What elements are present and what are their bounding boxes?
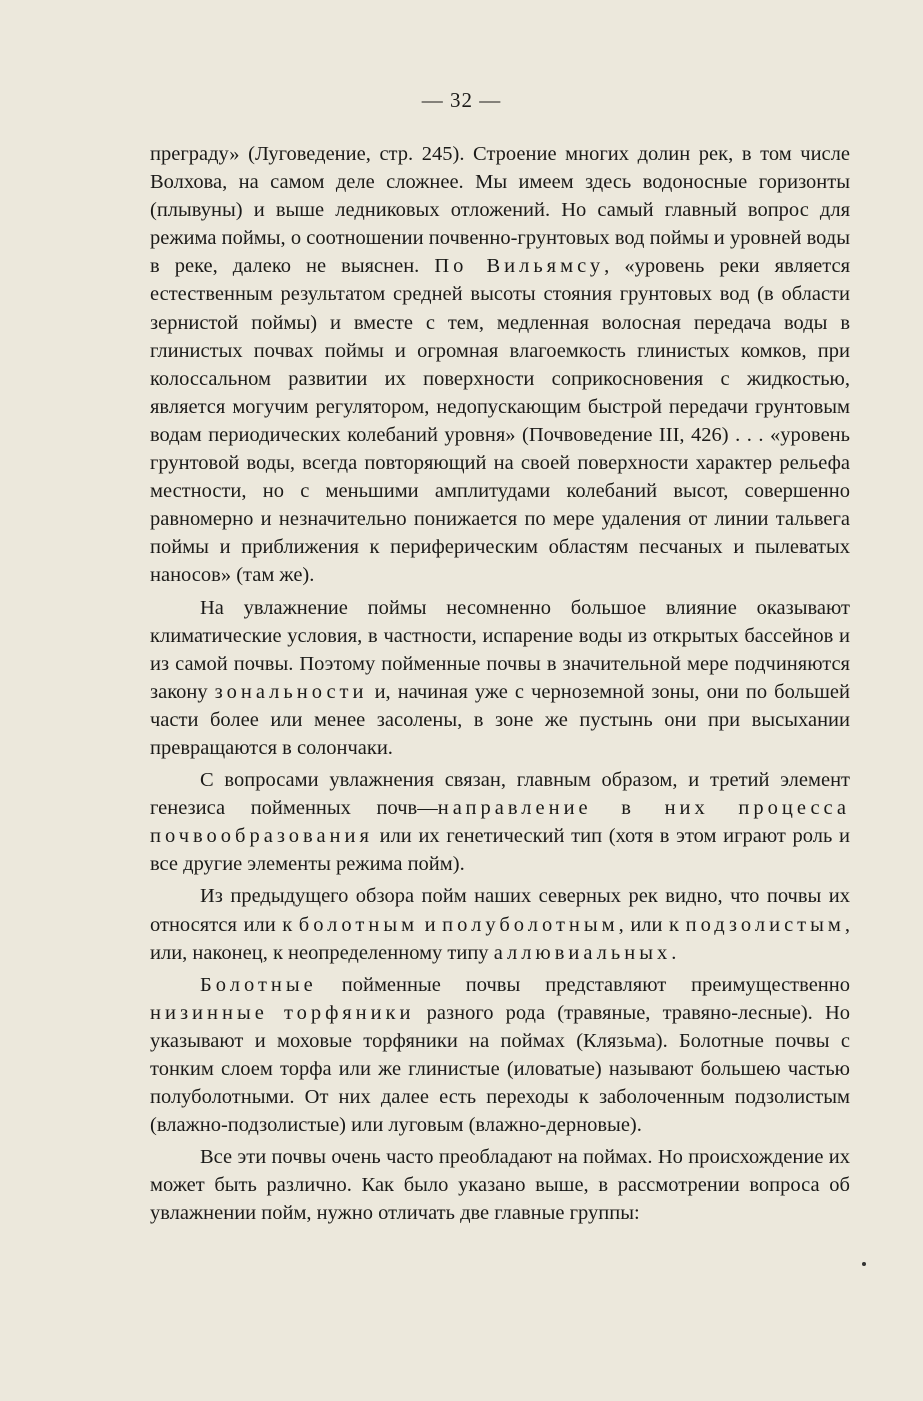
p4-text-c: , или к [618, 913, 686, 936]
paragraph-6 [150, 1143, 850, 1227]
p4-text-d: , или, наконец, к неопределенному типу [150, 913, 850, 964]
p4-spaced-term-3: подзолистым [685, 913, 845, 936]
p5-text-a: пойменные почвы представляют преимущественно [316, 973, 850, 996]
paragraph-1 [150, 140, 850, 590]
p5-spaced-term-1: Болотные [200, 973, 317, 996]
paragraph-4 [150, 882, 850, 966]
p1-text-b: , «уровень реки является естественным результатом средней высоты стояния грунтовых вод (в области зернистой поймы) и вместе с тем, медленная волосная передача воды в глинистых почвах поймы и огромная влагоемкость глинистых комков, при колоссальном развитии их поверхности соприкосновения с жидкостью, является могучим регулятором, недопускающим быстрой передачи грунтовым водам периодических колебаний уровня» (Почвоведение III, 426) . . . «уровень грунтовой воды, всегда повторяющий на своей поверхности характер рельефа местности, но с меньшими амплитудами колебаний высот, совершенно равномерно и незначительно понижается по мере удаления от линии тальвега поймы и приближения к периферическим областям песчаных и пылеватых наносов» (там же). [150, 255, 851, 587]
p5-spaced-term-2: низинные торфяники [150, 1001, 415, 1024]
p4-text-e: . [671, 941, 677, 964]
p4-spaced-term-2: полуболотным [442, 913, 619, 936]
paragraph-2 [150, 594, 850, 763]
p2-text-b: и, начиная уже с черноземной зоны, они по большей части более или менее засолены, в зоне же пустынь они при высыхании превращаются в солончаки. [150, 680, 850, 759]
p3-text-a: С вопросами увлажнения связан, главным образом, и третий элемент генезиса пойменных почв— [150, 769, 850, 820]
p5-text-b: разного рода (травяные, травяно-лесные). Но указывают и моховые торфяники на поймах (Клязьма). Болотные почвы с тонким слоем торфа или же глинистые (иловатые) называют большею частью полуболотными. От них далее есть переходы к заболоченным подзолистым (влажно-подзолистые) или луговым (влажно-дерновые). [150, 1001, 850, 1137]
p4-spaced-term-1: болотным [298, 913, 419, 936]
p3-text-b: или их генетический тип (хотя в этом играют роль и все другие элементы режима пойм). [150, 825, 850, 876]
p1-text-a: преграду» (Луговедение, стр. 245). Строение многих долин рек, в том числе Волхова, на самом деле сложнее. Мы имеем здесь водоносные горизонты (плывуны) и выше ледниковых отложений. Но самый главный вопрос для режима поймы, о соотношении почвенно-грунтовых вод поймы и уровней воды в реке, далеко не выяснен. [150, 143, 850, 278]
p2-text-a: На увлажнение поймы несомненно большое влияние оказывают климатические условия, в частности, испарение воды из открытых бассейнов и из самой почвы. Поэтому пойменные почвы в значительной мере подчиняются закону [150, 596, 850, 703]
paragraph-5 [150, 971, 850, 1140]
p3-spaced-term: направление в них процесса почвообразования [150, 797, 851, 848]
paragraph-3 [150, 766, 850, 878]
p6-text-a: Все эти почвы очень часто преобладают на поймах. Но происхождение их может быть различно. Как было указано выше, в рассмотрении вопроса об увлажнении пойм, нужно отличать две главные группы: [150, 1146, 850, 1225]
page-number: — 32 — [421, 88, 502, 112]
p1-spaced-author: По Вильямсу [434, 255, 605, 278]
p4-text-b: и [418, 913, 443, 936]
ink-dot [862, 1262, 866, 1266]
p4-text-a: Из предыдущего обзора пойм наших северных рек видно, что почвы их относятся или к [150, 885, 850, 936]
page-text [150, 140, 850, 1232]
p2-spaced-term: зональности [214, 680, 368, 703]
p4-spaced-term-4: аллювиальных [493, 941, 672, 964]
